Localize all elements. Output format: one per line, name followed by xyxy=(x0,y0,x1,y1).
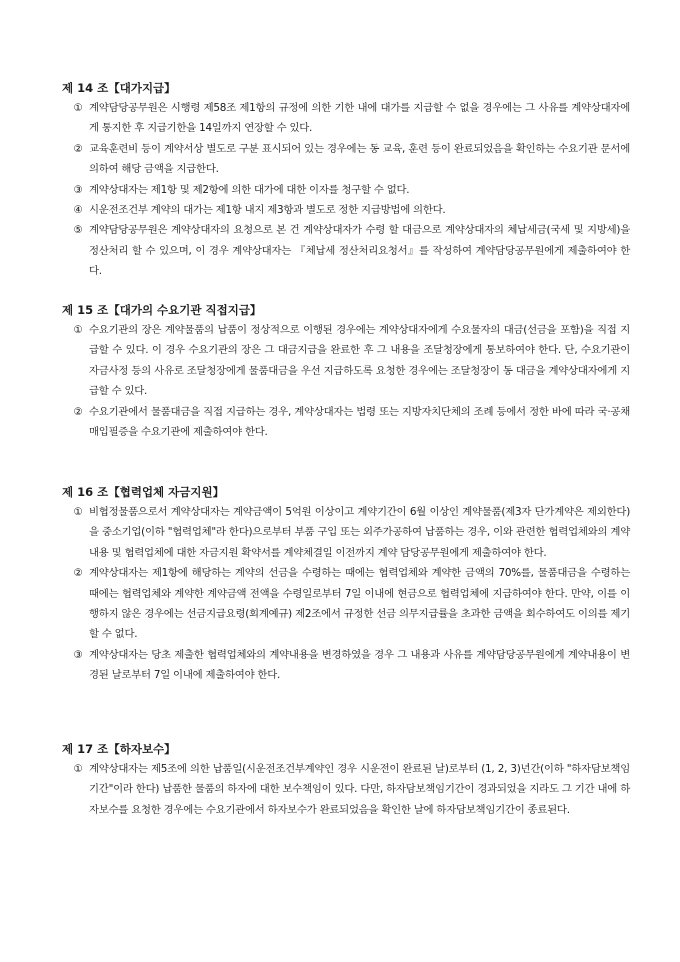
clause-17-1 xyxy=(62,759,630,820)
clause-text: 계약담당공무원은 시행령 제58조 제1항의 규정에 의한 기한 내에 대가를 지급할 수 없을 경우에는 그 사유를 계약상대자에게 통지한 후 지급기한을 14일까지 연장할 수 있다. xyxy=(89,102,630,135)
clause-number: ② xyxy=(73,567,83,580)
clause-14-3 xyxy=(62,180,630,200)
clause-text: 계약상대자는 제5조에 의한 납품일(시운전조건부계약인 경우 시운전이 완료된 날)로부터 (1, 2, 3)년간(이하 "하자담보책임기간"이라 한다) 납품한 물품의 하자에 대한 보수책임이 있다. 다만, 하자담보책임기간이 경과되었을 지라도 그 기간 내에 하자보수를 요청한 경우에는 수요기관에서 하자보수가 완료되었음을 확인한 날에 하자담보책임기간이 종료된다. xyxy=(89,763,630,816)
clause-text: 계약상대자는 제1항에 해당하는 계약의 선금을 수령하는 때에는 협력업체와 계약한 금액의 70%를, 물품대금을 수령하는 때에는 협력업체와 계약한 계약금액 전액을 수령일로부터 7일 이내에 현금으로 협력업체에 지급하여야 한다. 만약, 이를 이행하지 않은 경우에는 선금지급요령(회계예규) 제2조에서 규정한 선금 의무지급률을 초과한 금액을 회수하여도 이의를 제기할 수 없다. xyxy=(89,567,630,641)
clause-text: 시운전조건부 계약의 대가는 제1항 내지 제3항과 별도로 정한 지급방법에 의한다. xyxy=(89,204,446,217)
article-title: 제 15 조【대가의 수요기관 직접지급】 xyxy=(62,303,262,317)
clause-text: 수요기관의 장은 계약물품의 납품이 정상적으로 이행된 경우에는 계약상대자에게 수요물자의 대금(선금을 포함)을 직접 지급할 수 있다. 이 경우 수요기관의 장은 그 대금지급을 완료한 후 그 내용을 조달청장에게 통보하여야 한다. 단, 수요기관이 자금사정 등의 사유로 조달청장에게 물품대금을 우선 지급하도록 요청한 경우에는 조달청장이 동 대금을 계약상대자에게 지급할 수 있다. xyxy=(89,324,630,398)
clause-number: ① xyxy=(73,506,83,518)
clause-text: 교육훈련비 등이 계약서상 별도로 구분 표시되어 있는 경우에는 동 교육, 훈련 등이 완료되었음을 확인하는 수요기관 문서에 의하여 해당 금액을 지급한다. xyxy=(89,142,630,176)
clause-number: ⑤ xyxy=(73,224,83,237)
article-title: 제 17 조【하자보수】 xyxy=(62,742,176,756)
article-17 xyxy=(62,739,630,820)
clause-16-1 xyxy=(62,502,630,563)
clause-number: ① xyxy=(73,102,83,114)
clause-16-2 xyxy=(62,563,630,645)
clause-number: ① xyxy=(73,324,83,336)
clause-text: 수요기관에서 물품대금을 직접 지급하는 경우, 계약상대자는 법령 또는 지방자치단체의 조례 등에서 정한 바에 따라 국·공채 매입필증을 수요기관에 제출하여야 한다. xyxy=(89,405,630,439)
clause-number: ② xyxy=(73,405,83,418)
clause-16-3 xyxy=(62,645,630,686)
article-title: 제 14 조【대가지급】 xyxy=(62,81,176,95)
clause-15-2 xyxy=(62,402,630,443)
article-15 xyxy=(62,300,630,442)
clause-14-5 xyxy=(62,220,630,281)
clause-14-2 xyxy=(62,139,630,180)
clause-text: 계약상대자는 당초 제출한 협력업체와의 계약내용을 변경하였을 경우 그 내용과 사유를 계약담당공무원에게 계약내용이 변경된 날로부터 7일 이내에 제출하여야 한다. xyxy=(89,648,630,682)
clause-14-4 xyxy=(62,200,630,220)
article-16 xyxy=(62,482,630,686)
article-14 xyxy=(62,78,630,282)
clause-number: ③ xyxy=(73,183,83,196)
clause-number: ② xyxy=(73,142,83,155)
clause-number: ③ xyxy=(73,648,83,661)
clause-text: 비협정물품으로서 계약상대자는 계약금액이 5억원 이상이고 계약기간이 6월 이상인 계약물품(제3자 단가계약은 제외한다)을 중소기업(이하 "협력업체"라 한다)으로부터 부품 구입 또는 외주가공하여 납품하는 경우, 이와 관련한 협력업체와의 계약내용 및 협력업체에 대한 자금지원 확약서를 계약체결일 이전까지 계약 담당공무원에게 제출하여야 한다. xyxy=(89,506,630,559)
article-title: 제 16 조【협력업체 자금지원】 xyxy=(62,485,225,499)
clause-number: ④ xyxy=(73,204,83,217)
clause-number: ① xyxy=(73,763,83,775)
clause-14-1 xyxy=(62,98,630,139)
clause-text: 계약상대자는 제1항 및 제2항에 의한 대가에 대한 이자를 청구할 수 없다. xyxy=(89,183,410,196)
clause-text: 계약담당공무원은 계약상대자의 요청으로 본 건 계약상대자가 수령 할 대금으로 계약상대자의 체납세금(국세 및 지방세)을 정산처리 할 수 있으며, 이 경우 계약상대자는 『체납세 정산처리요청서』를 작성하여 계약담당공무원에게 제출하여야 한다. xyxy=(89,224,630,278)
clause-15-1 xyxy=(62,320,630,402)
